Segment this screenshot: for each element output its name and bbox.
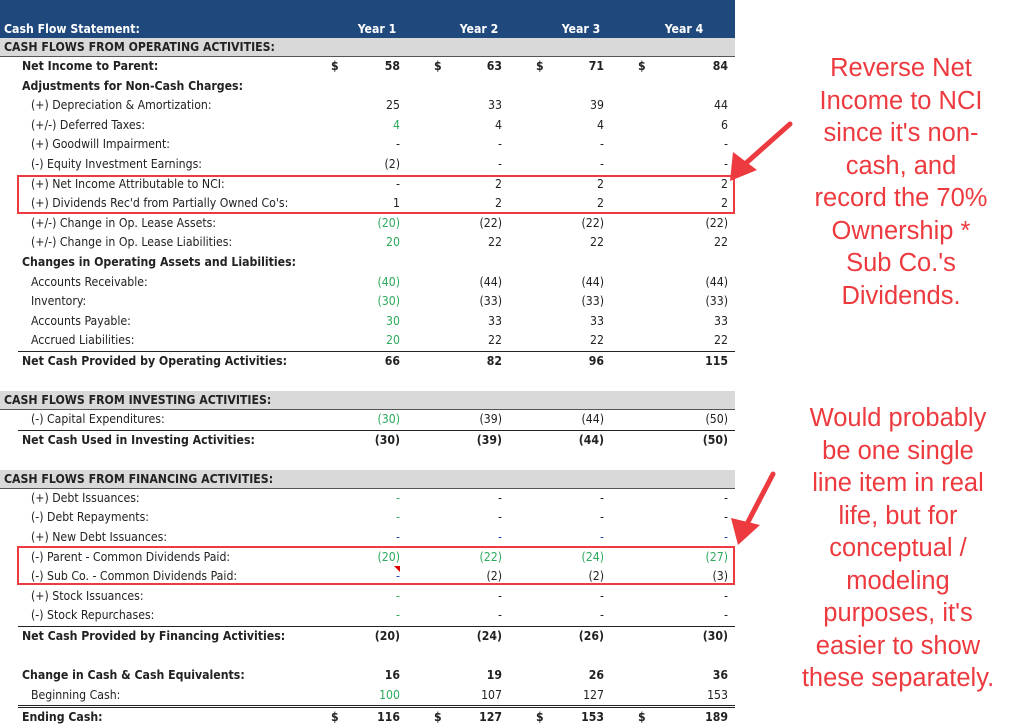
cell-y4[interactable]: (22) bbox=[705, 215, 728, 230]
cell-y1[interactable]: 16 bbox=[384, 668, 400, 683]
cell-y4[interactable]: 84 bbox=[712, 59, 728, 73]
row-label: Accounts Payable: bbox=[31, 313, 131, 328]
row-label: Inventory: bbox=[31, 294, 87, 309]
row-label: (+) Dividends Rec'd from Partially Owned Co's: bbox=[31, 196, 289, 211]
cell-y2[interactable]: 33 bbox=[488, 313, 502, 328]
row-label: Net Cash Provided by Financing Activities: bbox=[22, 629, 286, 644]
cell-y1[interactable]: - bbox=[396, 137, 400, 152]
cell-y2[interactable]: - bbox=[498, 608, 502, 623]
row-label: (-) Equity Investment Earnings: bbox=[31, 156, 202, 171]
row-label: (+) Goodwill Impairment: bbox=[31, 137, 170, 152]
note-line: Sub Co.'s bbox=[846, 249, 956, 277]
note-line: Dividends. bbox=[841, 281, 961, 310]
row-label: (+/-) Deferred Taxes: bbox=[31, 117, 146, 132]
cell-y2[interactable]: (39) bbox=[476, 432, 502, 447]
note-line: Income to NCI bbox=[819, 86, 983, 115]
row-label: (+/-) Change in Op. Lease Liabilities: bbox=[31, 235, 233, 250]
cell-y1[interactable]: 100 bbox=[379, 687, 400, 702]
cell-y3[interactable]: (44) bbox=[578, 432, 604, 447]
cell-y4[interactable]: (50) bbox=[702, 432, 728, 447]
cell-y2[interactable]: (22) bbox=[479, 215, 502, 230]
note-line: line item in real bbox=[812, 469, 984, 497]
currency-symbol: $ bbox=[638, 710, 646, 725]
cell-y2[interactable]: - bbox=[498, 490, 502, 505]
cell-y3[interactable]: 71 bbox=[588, 59, 604, 73]
cell-y1[interactable]: (30) bbox=[377, 294, 400, 309]
cell-y4[interactable]: 22 bbox=[714, 235, 728, 250]
year-2-header: Year 2 bbox=[459, 22, 499, 36]
cell-y2[interactable]: (39) bbox=[479, 412, 502, 427]
year-1-header: Year 1 bbox=[357, 22, 397, 36]
section-label: CASH FLOWS FROM INVESTING ACTIVITIES: bbox=[4, 393, 272, 408]
cell-y1[interactable]: (20) bbox=[377, 215, 400, 230]
subheader-label: Changes in Operating Assets and Liabilities: bbox=[22, 254, 296, 269]
cell-y2[interactable]: (33) bbox=[479, 294, 502, 309]
cell-y1[interactable]: - bbox=[396, 490, 400, 505]
cell-y4[interactable]: (44) bbox=[705, 274, 728, 289]
cell-y1[interactable]: 30 bbox=[386, 313, 400, 328]
cell-y3[interactable]: - bbox=[600, 608, 604, 623]
cell-y3[interactable]: 26 bbox=[588, 668, 604, 683]
row-label: Net Income to Parent: bbox=[22, 59, 159, 73]
cell-y2[interactable]: 33 bbox=[488, 98, 502, 113]
cell-y3[interactable]: 127 bbox=[583, 687, 604, 702]
cell-y4[interactable]: (3) bbox=[712, 569, 728, 584]
cell-y3[interactable]: 96 bbox=[588, 353, 604, 368]
cell-y2[interactable]: 107 bbox=[481, 687, 502, 702]
cell-y1[interactable]: 25 bbox=[386, 98, 400, 113]
cell-y3[interactable]: (22) bbox=[581, 215, 604, 230]
cell-y2[interactable]: (24) bbox=[476, 629, 502, 644]
cell-y3[interactable]: 22 bbox=[590, 333, 604, 348]
cell-y1[interactable]: - bbox=[396, 510, 400, 525]
cell-y3[interactable]: (26) bbox=[578, 629, 604, 644]
row-label: Net Cash Used in Investing Activities: bbox=[22, 432, 255, 447]
note-line: Ownership * bbox=[831, 216, 971, 245]
cell-y1[interactable]: (20) bbox=[374, 629, 400, 644]
row-label: (+) Depreciation & Amortization: bbox=[31, 98, 212, 113]
cell-y4[interactable]: 33 bbox=[714, 313, 728, 328]
cell-y2[interactable]: (22) bbox=[479, 549, 502, 564]
currency-symbol: $ bbox=[434, 59, 442, 73]
cell-y4[interactable]: 44 bbox=[714, 98, 728, 113]
cell-y3[interactable]: - bbox=[600, 530, 604, 545]
cell-y1[interactable]: (20) bbox=[377, 549, 400, 564]
row-label: Ending Cash: bbox=[22, 710, 103, 725]
annotation-dividends-note bbox=[778, 402, 1018, 695]
cell-y3[interactable]: - bbox=[600, 588, 604, 603]
cell-y3[interactable]: (2) bbox=[588, 569, 604, 584]
row-label: Change in Cash & Cash Equivalents: bbox=[22, 668, 245, 683]
note-line: purposes, it's bbox=[823, 599, 973, 627]
currency-symbol: $ bbox=[536, 59, 544, 73]
cell-y3[interactable]: 153 bbox=[581, 710, 604, 725]
row-label: Net Cash Provided by Operating Activities: bbox=[22, 353, 288, 368]
section-label: CASH FLOWS FROM OPERATING ACTIVITIES: bbox=[4, 40, 275, 54]
row-label: (+) Stock Issuances: bbox=[31, 588, 144, 603]
currency-symbol: $ bbox=[331, 59, 339, 73]
cell-y2[interactable]: - bbox=[498, 156, 502, 171]
cell-y2[interactable]: 22 bbox=[488, 235, 502, 250]
cell-y2[interactable]: (2) bbox=[486, 569, 502, 584]
row-label: Accrued Liabilities: bbox=[31, 333, 135, 348]
cell-y3[interactable]: - bbox=[600, 510, 604, 525]
year-3-header: Year 3 bbox=[561, 22, 601, 36]
cell-y3[interactable]: - bbox=[600, 137, 604, 152]
cell-y2[interactable]: - bbox=[498, 137, 502, 152]
cell-y1[interactable]: 66 bbox=[384, 353, 400, 368]
cell-y1[interactable]: - bbox=[396, 588, 400, 603]
row-label: (+/-) Change in Op. Lease Assets: bbox=[31, 215, 217, 230]
cell-y2[interactable]: 19 bbox=[486, 668, 502, 683]
cell-y4[interactable]: 153 bbox=[707, 687, 728, 702]
row-label: (-) Capital Expenditures: bbox=[31, 412, 165, 427]
cell-y1[interactable]: 4 bbox=[393, 117, 400, 132]
row-label: (-) Stock Repurchases: bbox=[31, 608, 155, 623]
cell-y4[interactable]: (33) bbox=[705, 294, 728, 309]
cell-y4[interactable]: - bbox=[724, 490, 728, 505]
row-label: (-) Sub Co. - Common Dividends Paid: bbox=[31, 569, 238, 584]
row-label: Beginning Cash: bbox=[31, 687, 121, 702]
cell-y4[interactable]: 36 bbox=[712, 668, 728, 683]
row-label: Accounts Receivable: bbox=[31, 274, 148, 289]
cell-y3[interactable]: 39 bbox=[590, 98, 604, 113]
cell-y3[interactable]: 2 bbox=[597, 196, 604, 211]
row-label: (-) Parent - Common Dividends Paid: bbox=[31, 549, 231, 564]
cell-y1[interactable]: 20 bbox=[386, 333, 400, 348]
cell-y4[interactable]: 22 bbox=[714, 333, 728, 348]
cell-y4[interactable]: - bbox=[724, 530, 728, 545]
cell-y3[interactable]: (44) bbox=[581, 412, 604, 427]
cell-y4[interactable]: - bbox=[724, 156, 728, 171]
note-line: cash, and bbox=[845, 151, 957, 180]
note-line: these separately. bbox=[801, 664, 995, 692]
cell-y1[interactable]: 116 bbox=[377, 710, 400, 725]
cell-y2[interactable]: - bbox=[498, 530, 502, 545]
cell-y4[interactable]: 115 bbox=[705, 353, 728, 368]
cell-y1[interactable]: 58 bbox=[384, 59, 400, 73]
cell-y1[interactable]: - bbox=[396, 176, 400, 191]
cell-y2[interactable]: - bbox=[498, 588, 502, 603]
cell-y3[interactable]: 2 bbox=[597, 176, 604, 191]
note-line: modeling bbox=[846, 566, 950, 595]
cell-y1[interactable]: - bbox=[396, 608, 400, 623]
subheader-label: Adjustments for Non-Cash Charges: bbox=[22, 78, 243, 93]
cell-y4[interactable]: - bbox=[724, 137, 728, 152]
note-line: since it's non- bbox=[823, 119, 979, 147]
cell-y2[interactable]: 127 bbox=[479, 710, 502, 725]
cell-y4[interactable]: 2 bbox=[721, 176, 728, 191]
currency-symbol: $ bbox=[331, 710, 339, 725]
cell-y4[interactable]: - bbox=[724, 588, 728, 603]
cell-y1[interactable]: (30) bbox=[377, 412, 400, 427]
cell-y1[interactable]: (40) bbox=[377, 274, 400, 289]
cell-y3[interactable]: (33) bbox=[581, 294, 604, 309]
cell-y4[interactable]: 189 bbox=[705, 710, 728, 725]
note-line: easier to show bbox=[815, 631, 981, 660]
cell-y3[interactable]: (44) bbox=[581, 274, 604, 289]
cell-y3[interactable]: 4 bbox=[597, 117, 604, 132]
note-line: Reverse Net bbox=[830, 54, 972, 82]
currency-symbol: $ bbox=[536, 710, 544, 725]
cell-y4[interactable]: (27) bbox=[705, 549, 728, 564]
row-label: (+) Debt Issuances: bbox=[31, 490, 140, 505]
annotation-nci-note bbox=[790, 52, 1012, 312]
cell-y2[interactable]: (44) bbox=[479, 274, 502, 289]
cell-y4[interactable]: (30) bbox=[702, 629, 728, 644]
row-label: (+) Net Income Attributable to NCI: bbox=[31, 176, 225, 191]
cell-y2[interactable]: - bbox=[498, 510, 502, 525]
row-label: (-) Debt Repayments: bbox=[31, 510, 150, 525]
note-line: Would probably bbox=[809, 404, 987, 432]
cell-y3[interactable]: 33 bbox=[590, 313, 604, 328]
cell-y4[interactable]: (50) bbox=[705, 412, 728, 427]
cell-y2[interactable]: 2 bbox=[495, 196, 502, 211]
cell-y3[interactable]: - bbox=[600, 156, 604, 171]
cell-y3[interactable]: (24) bbox=[581, 549, 604, 564]
note-line: life, but for bbox=[838, 501, 958, 530]
cell-y2[interactable]: 82 bbox=[486, 353, 502, 368]
cell-y4[interactable]: 6 bbox=[721, 117, 728, 132]
cell-y3[interactable]: 22 bbox=[590, 235, 604, 250]
note-line: be one single bbox=[822, 436, 974, 465]
cell-y1[interactable]: 20 bbox=[386, 235, 400, 250]
statement-title: Cash Flow Statement: bbox=[4, 22, 140, 36]
cell-y1[interactable]: - bbox=[396, 569, 400, 584]
currency-symbol: $ bbox=[434, 710, 442, 725]
cell-y4[interactable]: 2 bbox=[721, 196, 728, 211]
row-label: (+) New Debt Issuances: bbox=[31, 530, 168, 545]
note-line: record the 70% bbox=[814, 184, 988, 212]
note-line: conceptual / bbox=[829, 534, 967, 562]
year-4-header: Year 4 bbox=[664, 22, 704, 36]
cell-y1[interactable]: (2) bbox=[384, 156, 400, 171]
cell-y4[interactable]: - bbox=[724, 608, 728, 623]
cell-y1[interactable]: 1 bbox=[393, 196, 400, 211]
cell-y2[interactable]: 22 bbox=[488, 333, 502, 348]
cell-y2[interactable]: 2 bbox=[495, 176, 502, 191]
cell-y2[interactable]: 4 bbox=[495, 117, 502, 132]
cell-y1[interactable]: (30) bbox=[374, 432, 400, 447]
cell-y4[interactable]: - bbox=[724, 510, 728, 525]
cell-y3[interactable]: - bbox=[600, 490, 604, 505]
section-label: CASH FLOWS FROM FINANCING ACTIVITIES: bbox=[4, 471, 274, 486]
cell-y1[interactable]: - bbox=[396, 530, 400, 545]
currency-symbol: $ bbox=[638, 59, 646, 73]
cell-y2[interactable]: 63 bbox=[486, 59, 502, 73]
